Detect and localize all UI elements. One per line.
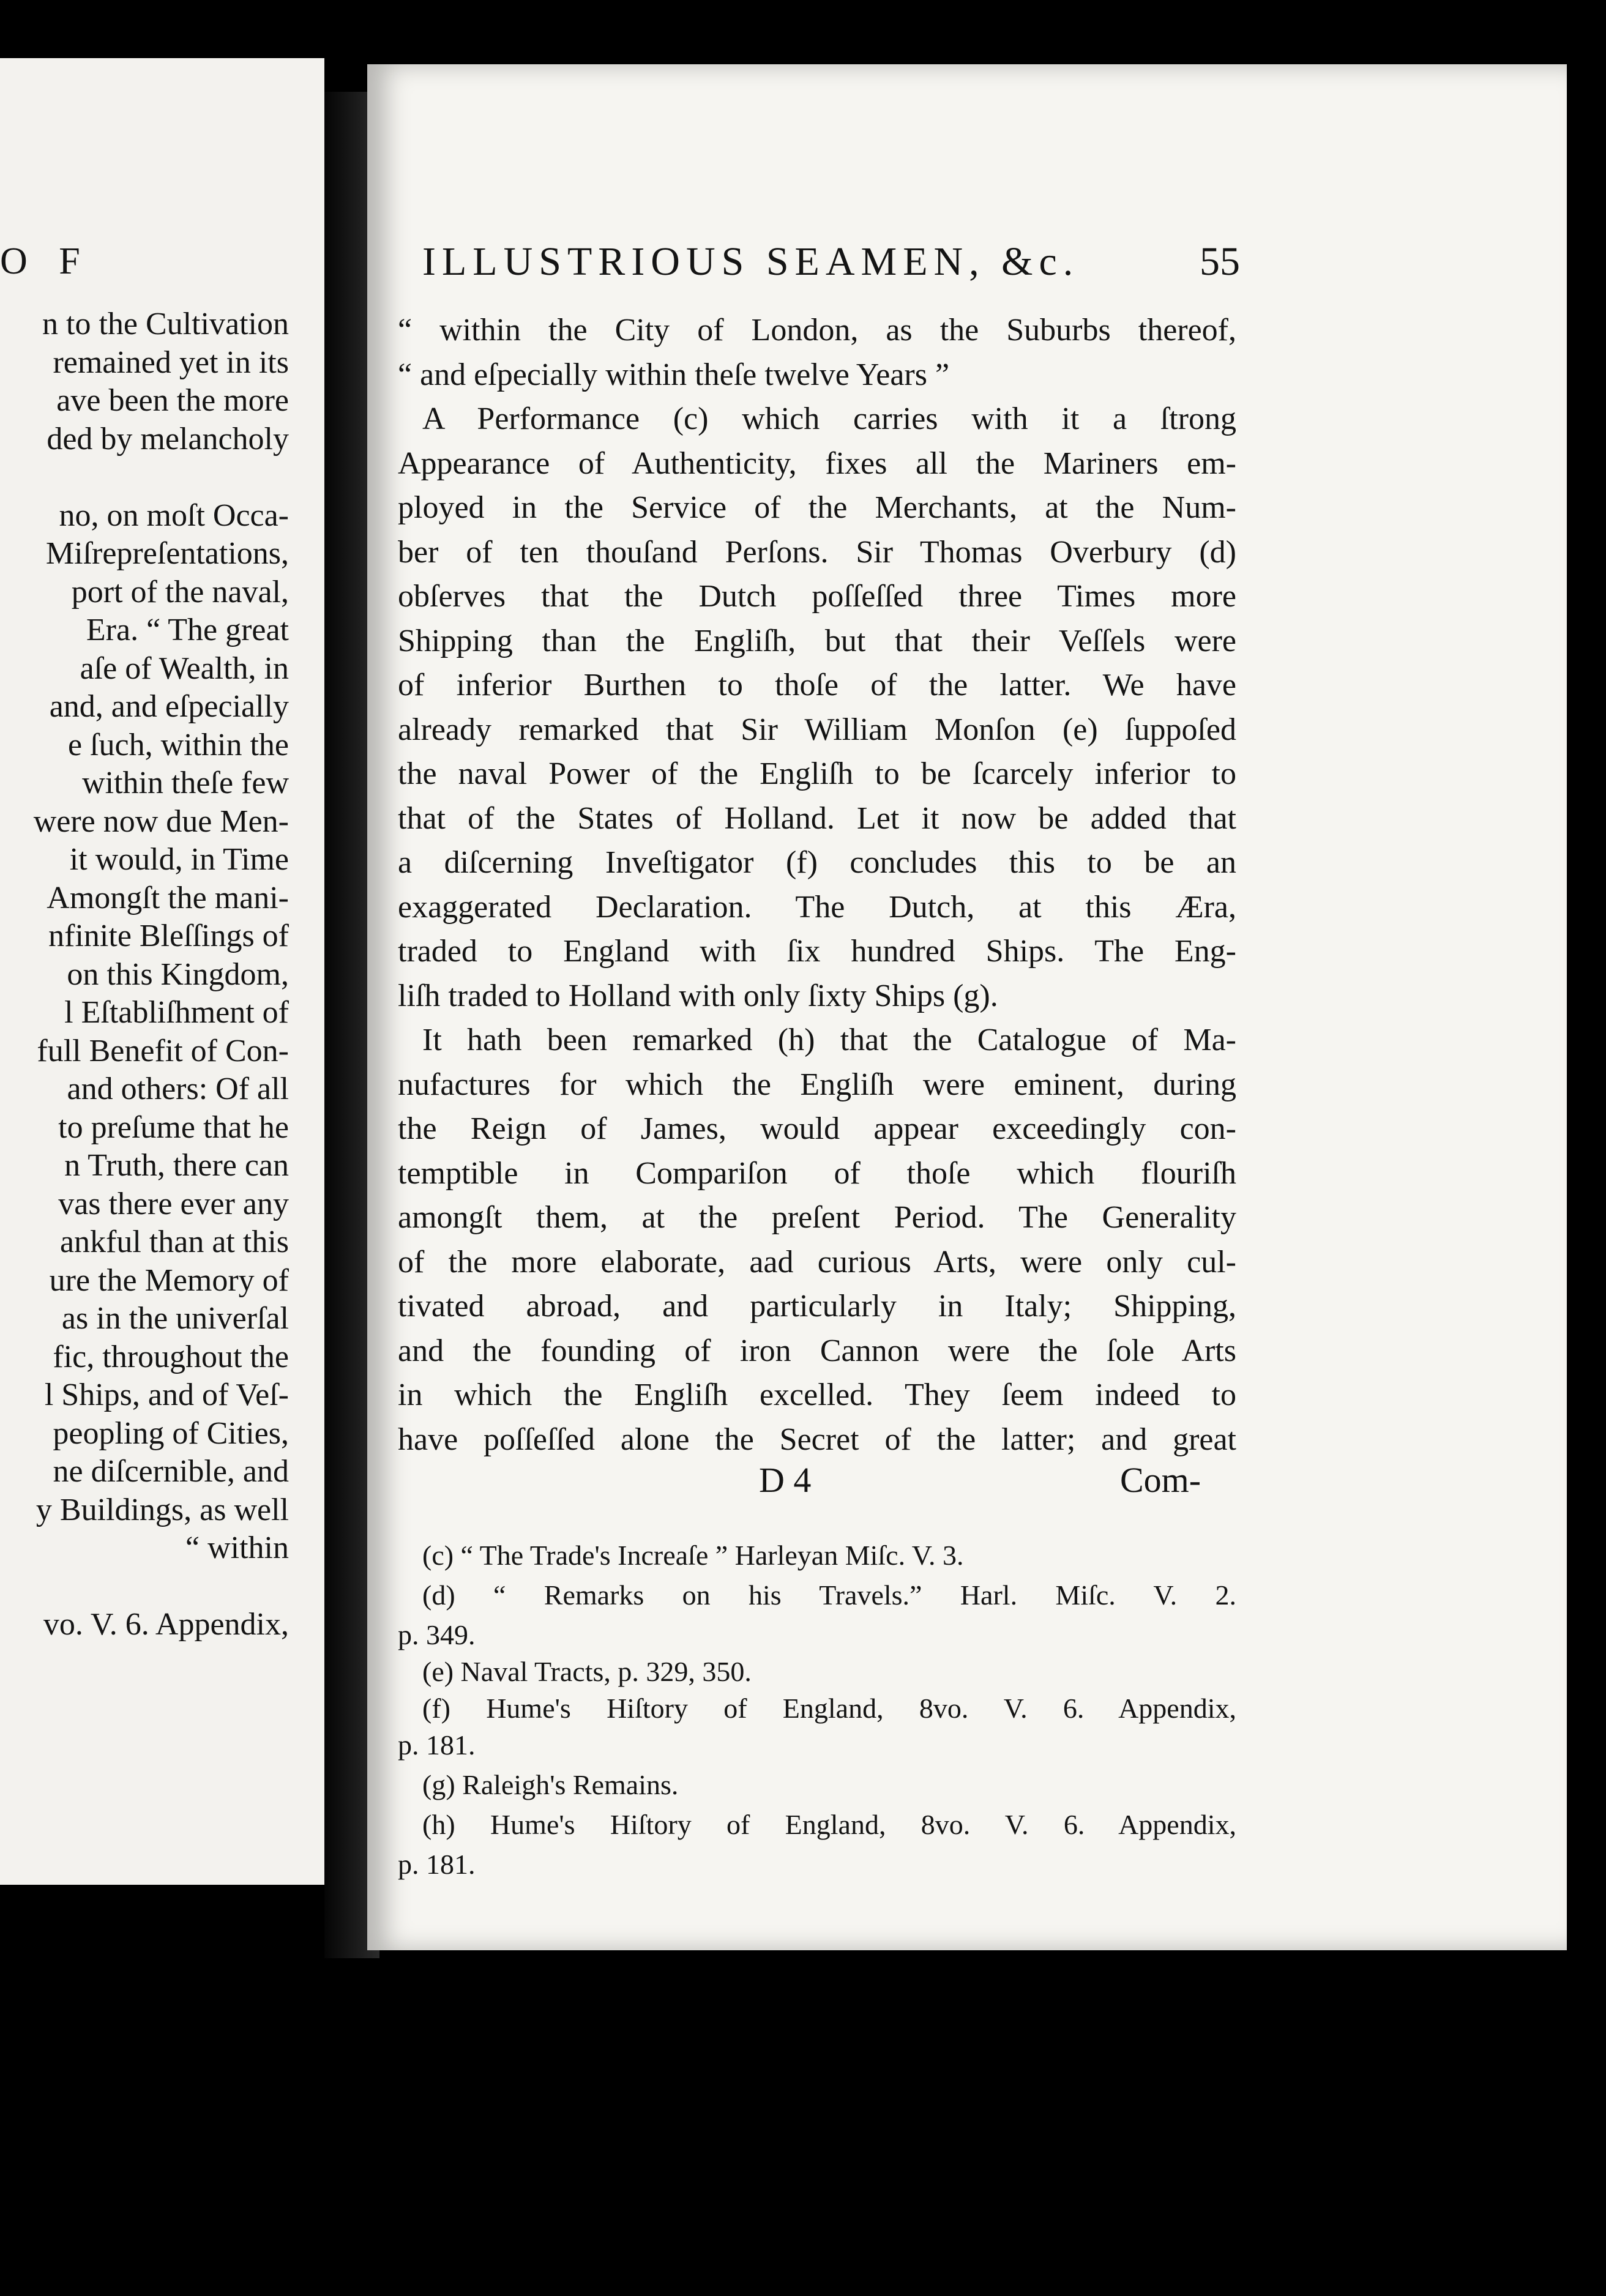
left-page-line: were now due Men- <box>33 803 289 839</box>
body-line: A Performance (c) which carries with it a ſtrong <box>422 401 1236 436</box>
body-line: “ and eſpecially within theſe twelve Years ” <box>398 357 950 392</box>
left-page-line: n Truth, there can <box>64 1148 289 1183</box>
footnote-line: (c) “ The Trade's Increaſe ” Harleyan Miſc. V. 3. <box>422 1540 964 1571</box>
footnote-line: (g) Raleigh's Remains. <box>422 1769 679 1800</box>
left-page-line: fic, throughout the <box>53 1339 289 1374</box>
footnote-line: (e) Naval Tracts, p. 329, 350. <box>422 1656 752 1687</box>
left-page-line: n to the Cultivation <box>42 307 289 341</box>
body-line: of inferior Burthen to thoſe of the latter. We have <box>398 668 1236 703</box>
body-line: that of the States of Holland. Let it now be added that <box>398 800 1236 836</box>
left-page-line: to preſume that he <box>58 1109 289 1145</box>
body-line: nufactures for which the Engliſh were eminent, during <box>398 1067 1236 1102</box>
body-line: liſh traded to Holland with only ſixty Ships (g). <box>398 978 998 1013</box>
body-line: ployed in the Service of the Merchants, at the Num- <box>398 490 1236 525</box>
left-page-line: remained yet in its <box>53 345 289 380</box>
left-page-line: on this Kingdom, <box>67 956 289 992</box>
footnote-line: p. 181. <box>398 1849 476 1880</box>
body-line: It hath been remarked (h) that the Catalogue of Ma- <box>422 1023 1236 1057</box>
body-line: in which the Engliſh excelled. They ſeem indeed to <box>398 1377 1236 1412</box>
body-line: the Reign of James, would appear exceedingly con- <box>398 1111 1236 1146</box>
left-page-line: port of the naval, <box>71 574 289 609</box>
footnote-line: (d) “ Remarks on his Travels.” Harl. Miſc. V. 2. <box>422 1579 1236 1611</box>
left-page-line: vo. V. 6. Appendix, <box>43 1607 289 1642</box>
left-page-line: ure the Memory of <box>49 1262 289 1298</box>
left-page-line: y Buildings, as well <box>35 1492 289 1527</box>
footnote-line: (f) Hume's Hiſtory of England, 8vo. V. 6. Appendix, <box>422 1693 1236 1724</box>
left-page-line: and, and eſpecially <box>49 689 289 724</box>
left-page-running-head: O F <box>0 240 91 282</box>
body-line: Shipping than the Engliſh, but that their Veſſels were <box>398 623 1236 658</box>
left-facing-page <box>0 58 324 1885</box>
left-page-line: Miſrepreſentations, <box>45 536 289 571</box>
left-page-line: full Benefit of Con- <box>37 1033 289 1068</box>
body-line: and the founding of iron Cannon were the ſole Arts <box>398 1333 1236 1368</box>
catchword: Com- <box>1120 1460 1201 1500</box>
page-number: 55 <box>1200 239 1240 284</box>
body-line: a diſcerning Inveſtigator (f) concludes this to be an <box>398 845 1236 880</box>
body-line: tivated abroad, and particularly in Italy; Shipping, <box>398 1289 1236 1324</box>
body-line: Appearance of Authenticity, fixes all the Mariners em- <box>398 445 1236 481</box>
body-line: “ within the City of London, as the Suburbs thereof, <box>398 313 1236 348</box>
left-page-line: l Ships, and of Veſ- <box>44 1377 289 1412</box>
left-page-line: ne diſcernible, and <box>53 1454 289 1489</box>
left-page-line: aſe of Wealth, in <box>80 650 289 686</box>
left-page-line: and others: Of all <box>67 1072 289 1106</box>
body-line: obſerves that the Dutch poſſeſſed three Times more <box>398 579 1236 614</box>
body-line: temptible in Compariſon of thoſe which flouriſh <box>398 1155 1236 1191</box>
signature-mark: D 4 <box>759 1460 812 1500</box>
left-page-line: as in the univerſal <box>61 1301 289 1336</box>
body-line: of the more elaborate, aad curious Arts, were only cul- <box>398 1244 1236 1280</box>
left-page-line: ankful than at this <box>59 1224 289 1259</box>
left-page-line: it would, in Time <box>69 842 289 877</box>
body-line: exaggerated Declaration. The Dutch, at this Æra, <box>398 889 1236 925</box>
body-line: amongſt them, at the preſent Period. The Generality <box>398 1200 1236 1235</box>
body-line: already remarked that Sir William Monſon (e) ſuppoſed <box>398 712 1236 747</box>
left-page-line: within theſe few <box>82 766 289 800</box>
left-page-line: peopling of Cities, <box>53 1415 289 1451</box>
left-page-line: no, on moſt Occa- <box>59 498 289 533</box>
left-page-line: nfinite Bleſſings of <box>48 919 289 953</box>
running-head: ILLUSTRIOUS SEAMEN, &c. <box>422 239 1080 284</box>
footnote-line: p. 181. <box>398 1729 476 1761</box>
body-line: have poſſeſſed alone the Secret of the latter; and great <box>398 1422 1236 1457</box>
left-page-line: “ within <box>185 1530 289 1565</box>
body-line: ber of ten thouſand Perſons. Sir Thomas Overbury (d) <box>398 534 1236 570</box>
footnote-line: p. 349. <box>398 1619 476 1650</box>
body-line: the naval Power of the Engliſh to be ſcarcely inferior to <box>398 756 1236 791</box>
left-page-line: l Eſtabliſhment of <box>64 995 289 1030</box>
left-page-line: ave been the more <box>56 383 289 418</box>
footnote-line: (h) Hume's Hiſtory of England, 8vo. V. 6. Appendix, <box>422 1809 1236 1840</box>
left-page-line: e ſuch, within the <box>67 727 289 762</box>
left-page-line: ded by melancholy <box>47 421 289 457</box>
left-page-line: Era. “ The great <box>86 613 289 647</box>
body-line: traded to England with ſix hundred Ships. The Eng- <box>398 934 1236 969</box>
left-page-line: vas there ever any <box>58 1186 289 1221</box>
left-page-line: Amongſt the mani- <box>47 880 289 915</box>
